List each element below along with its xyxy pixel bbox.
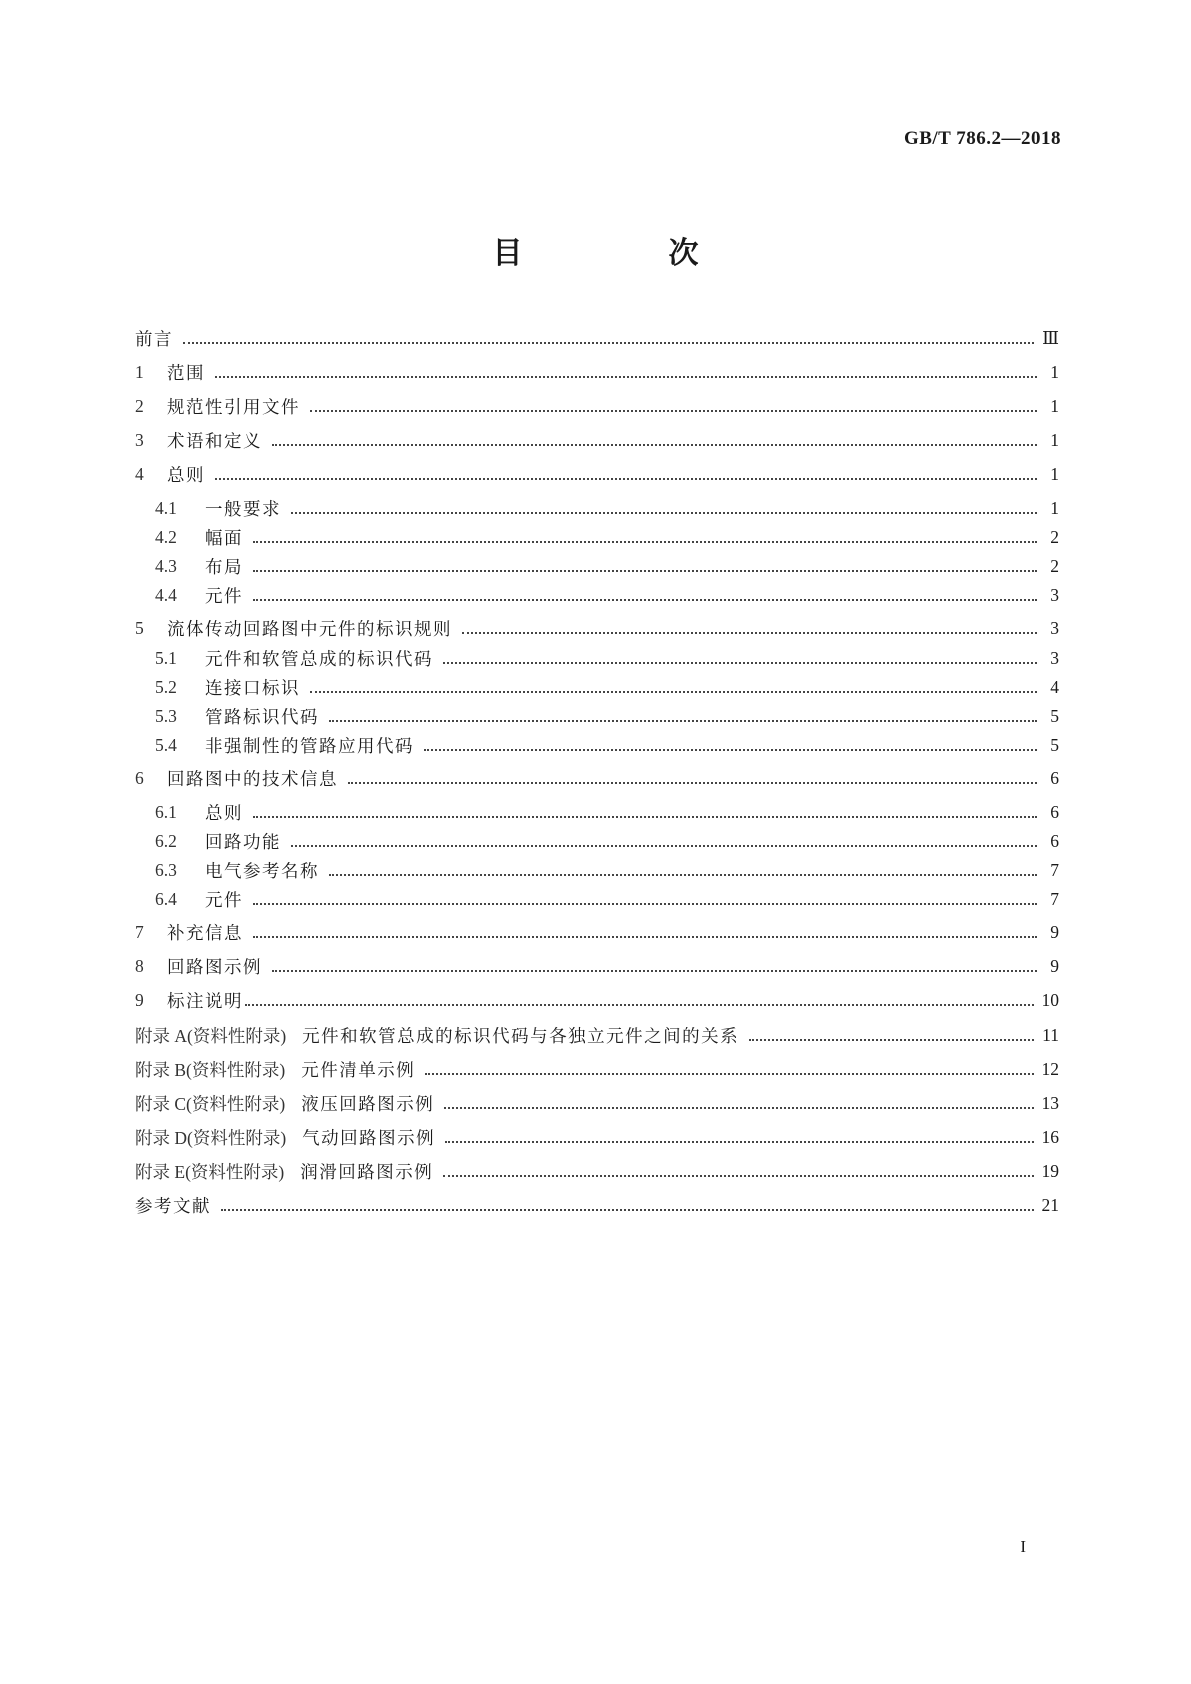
toc-entry[interactable]: [155, 645, 1059, 671]
toc-entry-number: 5.1: [155, 647, 177, 668]
toc-leader-dots: [425, 1071, 1033, 1075]
toc-entry-number: 6.2: [155, 830, 177, 851]
toc-entry[interactable]: [135, 1158, 1059, 1184]
toc-leader-dots: [749, 1037, 1034, 1041]
toc-leader-dots: [444, 1105, 1033, 1109]
toc-leader-dots: [272, 442, 1037, 446]
toc-entry-number: 附录 D(资料性附录): [135, 1127, 287, 1148]
toc-entry-number: 3: [135, 429, 144, 450]
toc-entry-label: 液压回路图示例: [301, 1094, 435, 1115]
toc-entry[interactable]: [155, 524, 1059, 550]
toc-entry[interactable]: [135, 461, 1059, 487]
toc-leader-dots: [424, 747, 1037, 751]
toc-entry[interactable]: [135, 1124, 1059, 1150]
toc-entry-page: 1: [1050, 395, 1059, 416]
toc-entry-label: 元件清单示例: [301, 1060, 416, 1081]
toc-entry-label: 回路功能: [205, 832, 281, 853]
page-number: I: [1020, 1537, 1026, 1556]
toc-entry-label: 元件: [205, 586, 243, 607]
toc-entry[interactable]: [135, 393, 1059, 419]
toc-entry-page: 16: [1041, 1126, 1059, 1147]
toc-leader-dots: [310, 408, 1037, 412]
toc-leader-dots: [443, 1173, 1033, 1177]
toc-entry-page: 3: [1050, 617, 1059, 638]
toc-entry-page: 19: [1041, 1160, 1059, 1181]
toc-entry[interactable]: [135, 1056, 1059, 1082]
toc-entry-number: 9: [135, 989, 144, 1010]
toc-entry-number: 6.3: [155, 859, 177, 880]
toc-entry-label: 一般要求: [205, 499, 281, 520]
toc-entry-number: 4: [135, 463, 144, 484]
toc-entry[interactable]: [155, 886, 1059, 912]
toc-leader-dots: [445, 1139, 1033, 1143]
toc-entry-page: 6: [1050, 801, 1059, 822]
toc-entry-page: 6: [1050, 830, 1059, 851]
toc-entry[interactable]: [135, 919, 1059, 945]
toc-entry-label: 布局: [205, 557, 243, 578]
toc-entry-page: 13: [1041, 1092, 1059, 1113]
toc-entry-page: 2: [1050, 526, 1059, 547]
toc-leader-dots: [253, 539, 1037, 543]
toc-entry-label: 连接口标识: [205, 678, 300, 699]
toc-entry-page: 7: [1050, 888, 1059, 909]
toc-leader-dots: [253, 934, 1037, 938]
toc-entry-number: 6: [135, 767, 144, 788]
toc-entry-number: 5: [135, 617, 144, 638]
toc-leader-dots: [253, 901, 1037, 905]
toc-leader-dots: [443, 660, 1037, 664]
toc-entry[interactable]: [155, 799, 1059, 825]
toc-entry-number: 4.4: [155, 584, 177, 605]
toc-entry-label: 元件和软管总成的标识代码与各独立元件之间的关系: [302, 1026, 740, 1047]
toc-entry[interactable]: [135, 987, 1059, 1013]
toc-leader-dots: [215, 476, 1037, 480]
toc-entry-page: 6: [1050, 767, 1059, 788]
toc-entry[interactable]: [135, 765, 1059, 791]
toc-entry-label: 标注说明: [167, 991, 243, 1012]
toc-entry-number: 5.4: [155, 734, 177, 755]
toc-entry[interactable]: [155, 553, 1059, 579]
toc-entry-page: 5: [1050, 705, 1059, 726]
toc-leader-dots: [329, 718, 1037, 722]
toc-entry[interactable]: [155, 828, 1059, 854]
toc-entry-label: 术语和定义: [167, 431, 262, 452]
toc-entry[interactable]: [135, 953, 1059, 979]
toc-leader-dots: [253, 597, 1037, 601]
toc-entry[interactable]: [155, 674, 1059, 700]
toc-entry-page: 3: [1050, 647, 1059, 668]
toc-entry-number: 2: [135, 395, 144, 416]
toc-entry-label: 回路图示例: [167, 957, 262, 978]
toc-leader-dots: [348, 780, 1037, 784]
toc-leader-dots: [221, 1207, 1034, 1211]
toc-leader-dots: [291, 510, 1037, 514]
toc-entry[interactable]: [155, 703, 1059, 729]
toc-entry-page: 3: [1050, 584, 1059, 605]
toc-entry-page: 4: [1050, 676, 1059, 697]
toc-entry[interactable]: [135, 1090, 1059, 1116]
toc-entry-page: 9: [1050, 921, 1059, 942]
toc-entry-number: 1: [135, 361, 144, 382]
page-title: 目 次: [492, 236, 757, 271]
toc-entry-page: Ⅲ: [1042, 327, 1059, 348]
toc-leader-dots: [183, 340, 1034, 344]
toc-entry-label: 前言: [135, 329, 173, 350]
toc-entry-page: 1: [1050, 463, 1059, 484]
toc-entry[interactable]: [135, 325, 1059, 351]
toc-leader-dots: [310, 689, 1037, 693]
toc-entry-number: 附录 E(资料性附录): [135, 1161, 285, 1182]
toc-entry[interactable]: [135, 615, 1059, 641]
toc-entry-number: 附录 A(资料性附录): [135, 1025, 287, 1046]
toc-entry-label: 参考文献: [135, 1196, 211, 1217]
toc-entry-number: 5.2: [155, 676, 177, 697]
toc-entry-page: 11: [1042, 1024, 1059, 1045]
toc-entry-label: 管路标识代码: [205, 707, 319, 728]
toc-entry-page: 1: [1050, 429, 1059, 450]
toc-entry-number: 附录 C(资料性附录): [135, 1093, 286, 1114]
toc-entry[interactable]: [155, 857, 1059, 883]
toc-entry-number: 4.2: [155, 526, 177, 547]
toc-entry-page: 1: [1050, 497, 1059, 518]
toc-entry-number: 7: [135, 921, 144, 942]
toc-entry-number: 4.1: [155, 497, 177, 518]
toc-entry-label: 元件和软管总成的标识代码: [205, 649, 433, 670]
toc-entry-number: 附录 B(资料性附录): [135, 1059, 286, 1080]
toc-entry-number: 4.3: [155, 555, 177, 576]
toc-entry[interactable]: [135, 359, 1059, 385]
standard-code: GB/T 786.2—2018: [903, 128, 1061, 149]
toc-entry-label: 非强制性的管路应用代码: [205, 736, 414, 757]
toc-entry-label: 范围: [167, 363, 205, 384]
toc-entry-page: 5: [1050, 734, 1059, 755]
toc-entry[interactable]: [135, 427, 1059, 453]
toc-entry[interactable]: [135, 1022, 1059, 1048]
toc-entry-label: 元件: [205, 890, 243, 911]
toc-entry-page: 7: [1050, 859, 1059, 880]
toc-entry-label: 电气参考名称: [205, 861, 319, 882]
toc-leader-dots: [272, 968, 1037, 972]
toc-entry-page: 21: [1041, 1194, 1059, 1215]
toc-entry[interactable]: [155, 495, 1059, 521]
toc-entry[interactable]: [135, 1192, 1059, 1218]
toc-leader-dots: [462, 630, 1037, 634]
toc-leader-dots: [253, 568, 1037, 572]
toc-entry-number: 5.3: [155, 705, 177, 726]
toc-leader-dots: [253, 814, 1037, 818]
toc-leader-dots: [291, 843, 1037, 847]
toc-entry-label: 润滑回路图示例: [300, 1162, 434, 1183]
toc-leader-dots: [215, 374, 1037, 378]
toc-entry[interactable]: [155, 732, 1059, 758]
toc-entry-label: 补充信息: [167, 923, 243, 944]
toc-entry-number: 6.1: [155, 801, 177, 822]
toc-entry-number: 8: [135, 955, 144, 976]
toc-entry-number: 6.4: [155, 888, 177, 909]
toc-entry-label: 回路图中的技术信息: [167, 769, 338, 790]
toc-entry-label: 规范性引用文件: [167, 397, 300, 418]
toc-entry-page: 9: [1050, 955, 1059, 976]
toc-entry-page: 2: [1050, 555, 1059, 576]
toc-leader-dots: [329, 872, 1037, 876]
toc-entry-label: 流体传动回路图中元件的标识规则: [167, 619, 452, 640]
toc-entry[interactable]: [155, 582, 1059, 608]
toc-entry-label: 总则: [167, 465, 205, 486]
toc-entry-label: 幅面: [205, 528, 243, 549]
toc-entry-page: 10: [1041, 989, 1059, 1010]
toc-entry-label: 气动回路图示例: [302, 1128, 436, 1149]
toc-entry-page: 1: [1050, 361, 1059, 382]
toc-leader-dots: [245, 1002, 1034, 1006]
toc-entry-label: 总则: [205, 803, 243, 824]
toc-entry-page: 12: [1041, 1058, 1059, 1079]
